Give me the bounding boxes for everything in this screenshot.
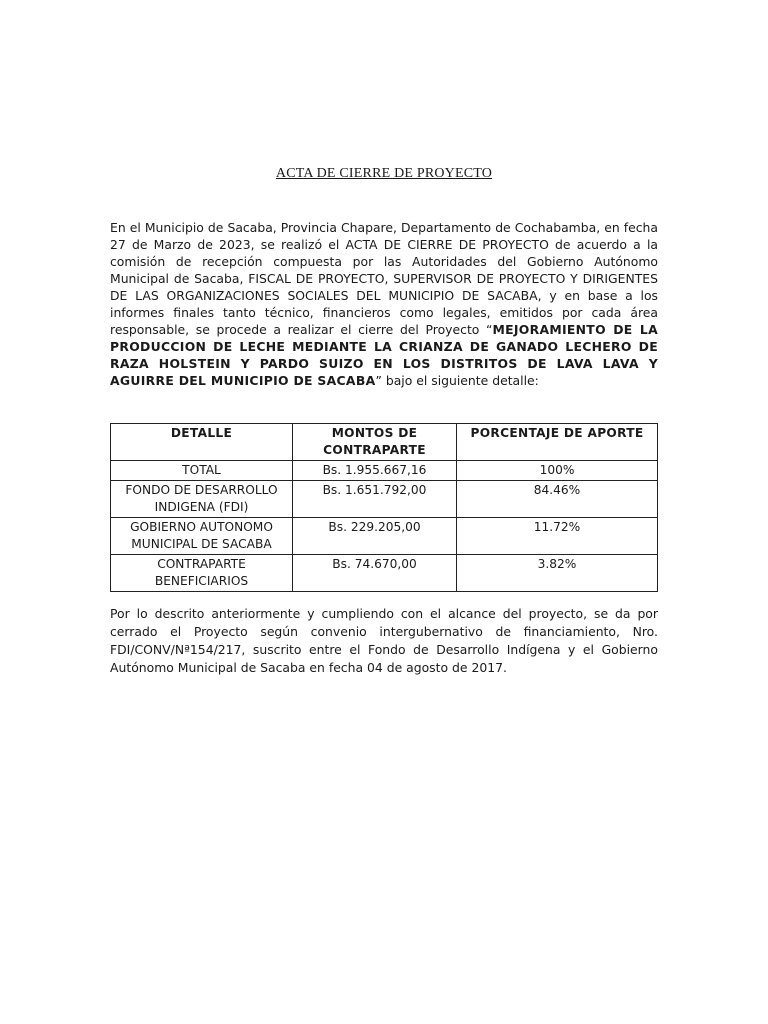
header-detalle: DETALLE	[111, 424, 293, 461]
cell-porcentaje: 84.46%	[457, 481, 658, 518]
table-header-row	[111, 424, 658, 461]
closing-paragraph: Por lo descrito anteriormente y cumpliendo con el alcance del proyecto, se da por cerrado el Proyecto según convenio intergubernativo de financiamiento, Nro. FDI/CONV/Nª154/217, suscrito entre el Fondo de Desarrollo Indígena y el Gobierno Autónomo Municipal de Sacaba en fecha 04 de agosto de 2017.	[110, 606, 658, 675]
cell-porcentaje: 100%	[457, 461, 658, 481]
cell-monto: Bs. 1.955.667,16	[293, 461, 457, 481]
table-row	[111, 518, 658, 555]
intro-text: En el Municipio de Sacaba, Provincia Chapare, Departamento de Cochabamba, en fecha 27 de Marzo de 2023, se realizó el ACTA DE CIERRE DE PROYECTO de acuerdo a la comisión de recepción compuesta por las Autoridades del Gobierno Autónomo Municipal de Sacaba, FISCAL DE PROYECTO, SUPERVISOR DE PROYECTO Y DIRIGENTES DE LAS ORGANIZACIONES SOCIALES DEL MUNICIPIO DE SACABA, y en base a los informes finales tanto técnico, financieros como legales, emitidos por cada área responsable, se procede a realizar el cierre del Proyecto “	[110, 220, 658, 337]
table-row	[111, 481, 658, 518]
header-montos: MONTOS DE CONTRAPARTE	[293, 424, 457, 461]
cell-detalle: CONTRAPARTE BENEFICIARIOS	[111, 555, 293, 592]
cell-detalle: GOBIERNO AUTONOMO MUNICIPAL DE SACABA	[111, 518, 293, 555]
project-name: MEJORAMIENTO DE LA PRODUCCION DE LECHE MEDIANTE LA CRIANZA DE GANADO LECHERO DE RAZA HOLSTEIN Y PARDO SUIZO EN LOS DISTRITOS DE LAVA LAVA Y AGUIRRE DEL MUNICIPIO DE SACABA	[110, 322, 658, 388]
cell-porcentaje: 11.72%	[457, 518, 658, 555]
intro-suffix: ” bajo el siguiente detalle:	[375, 373, 539, 388]
document-title: ACTA DE CIERRE DE PROYECTO	[275, 166, 493, 181]
header-porcentaje: PORCENTAJE DE APORTE	[457, 424, 658, 461]
intro-paragraph	[110, 219, 658, 389]
cell-detalle: FONDO DE DESARROLLO INDIGENA (FDI)	[111, 481, 293, 518]
cell-porcentaje: 3.82%	[457, 555, 658, 592]
contribution-table	[110, 423, 658, 592]
cell-monto: Bs. 1.651.792,00	[293, 481, 457, 518]
table-row	[111, 555, 658, 592]
cell-monto: Bs. 229.205,00	[293, 518, 457, 555]
cell-detalle: TOTAL	[111, 461, 293, 481]
cell-monto: Bs. 74.670,00	[293, 555, 457, 592]
table-row	[111, 461, 658, 481]
